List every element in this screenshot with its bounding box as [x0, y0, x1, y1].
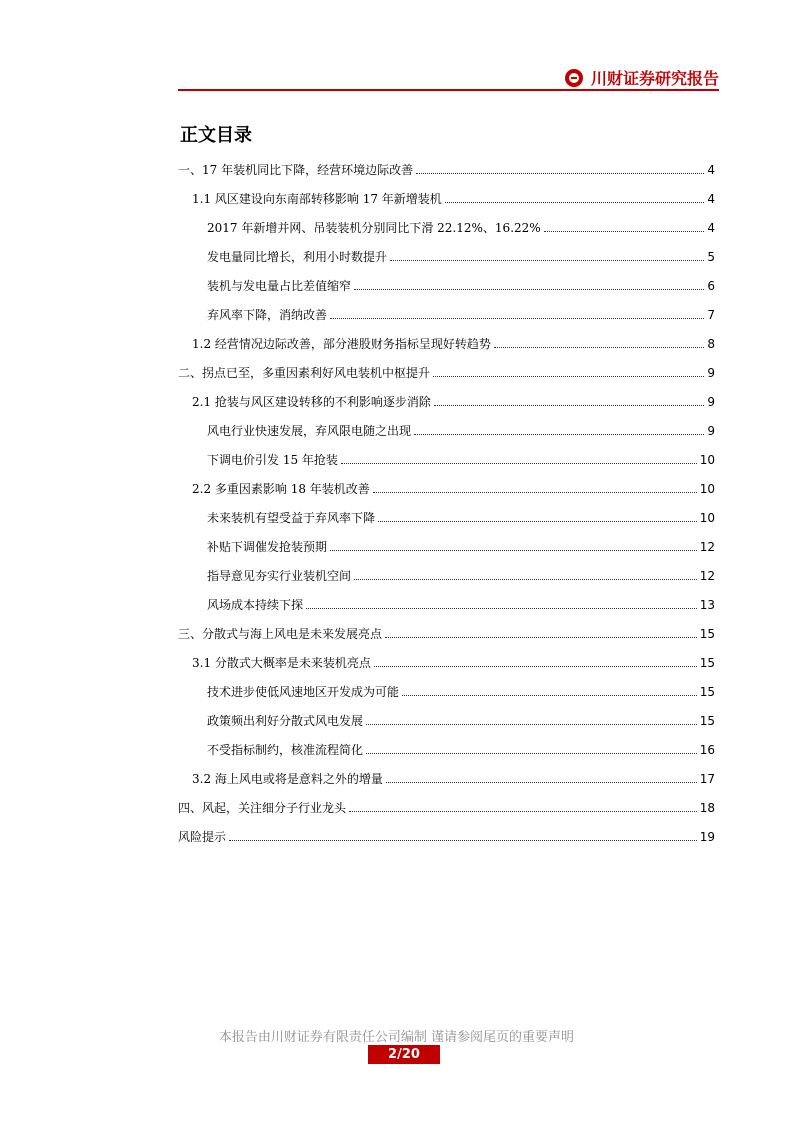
- toc-entry[interactable]: [207, 418, 715, 438]
- toc-entry[interactable]: [207, 215, 715, 235]
- toc-entry-page: 4: [707, 163, 715, 177]
- toc-dot-leader: [354, 288, 704, 290]
- toc-entry-page: 7: [707, 308, 715, 322]
- page-number-badge: 2/20: [368, 1045, 440, 1064]
- toc-entry[interactable]: [207, 679, 715, 699]
- toc-entry-page: 15: [699, 627, 715, 641]
- toc-entry-label: 技术进步使低风速地区开发成为可能: [207, 685, 400, 699]
- toc-entry-label: 3.2 海上风电或将是意料之外的增量: [192, 772, 383, 786]
- toc-entry[interactable]: [207, 302, 715, 322]
- toc-entry-label: 风险提示: [178, 830, 227, 844]
- toc-dot-leader: [373, 491, 697, 493]
- toc-entry-page: 17: [699, 772, 715, 786]
- toc-entry-page: 5: [707, 250, 715, 264]
- toc-entry[interactable]: [207, 708, 715, 728]
- toc-dot-leader: [414, 433, 704, 435]
- toc-entry-page: 15: [699, 714, 715, 728]
- brand: [565, 66, 719, 89]
- toc-entry-label: 风场成本持续下探: [207, 598, 304, 612]
- toc-dot-leader: [434, 404, 704, 406]
- toc-entry-label: 2.2 多重因素影响 18 年装机改善: [192, 482, 370, 496]
- toc-dot-leader: [366, 723, 697, 725]
- toc-entry-page: 10: [699, 453, 715, 467]
- toc-entry-page: 9: [707, 366, 715, 380]
- toc-entry[interactable]: [207, 505, 715, 525]
- toc-dot-leader: [354, 578, 697, 580]
- toc-entry-page: 12: [699, 540, 715, 554]
- toc-entry-label: 指导意见夯实行业装机空间: [207, 569, 352, 583]
- toc-entry-page: 15: [699, 656, 715, 670]
- toc-entry-label: 未来装机有望受益于弃风率下降: [207, 511, 376, 525]
- toc-entry-label: 1.1 风区建设向东南部转移影响 17 年新增装机: [192, 192, 442, 206]
- toc-entry-page: 9: [707, 424, 715, 438]
- toc-title: 正文目录: [180, 125, 252, 146]
- toc-entry[interactable]: [207, 273, 715, 293]
- toc-dot-leader: [229, 839, 697, 841]
- toc-entry-page: 10: [699, 482, 715, 496]
- toc-dot-leader: [494, 346, 704, 348]
- toc-dot-leader: [374, 665, 697, 667]
- page-header: [178, 62, 719, 90]
- toc-dot-leader: [433, 375, 704, 377]
- toc-entry-page: 19: [699, 830, 715, 844]
- toc-entry-label: 四、风起，关注细分子行业龙头: [178, 801, 347, 815]
- toc-dot-leader: [390, 259, 704, 261]
- toc-entry-label: 装机与发电量占比差值缩窄: [207, 279, 352, 293]
- toc-entry-page: 12: [699, 569, 715, 583]
- toc-entry-label: 1.2 经营情况边际改善，部分港股财务指标呈现好转趋势: [192, 337, 491, 351]
- toc-entry-label: 风电行业快速发展，弃风限电随之出现: [207, 424, 412, 438]
- toc-entry-label: 下调电价引发 15 年抢装: [207, 453, 338, 467]
- toc-entry[interactable]: [192, 476, 715, 496]
- toc-dot-leader: [544, 230, 705, 232]
- toc-entry-page: 4: [707, 192, 715, 206]
- toc-dot-leader: [416, 172, 704, 174]
- toc-dot-leader: [341, 462, 697, 464]
- toc-entry-label: 一、17 年装机同比下降，经营环境边际改善: [178, 163, 414, 177]
- toc-dot-leader: [386, 781, 697, 783]
- toc-entry[interactable]: [207, 563, 715, 583]
- toc-entry-page: 16: [699, 743, 715, 757]
- toc-dot-leader: [378, 520, 697, 522]
- toc-entry[interactable]: [207, 592, 715, 612]
- toc-entry[interactable]: [192, 766, 715, 786]
- brand-name: 川财证券研究报告: [590, 69, 719, 88]
- toc-entry-page: 4: [707, 221, 715, 235]
- toc-entry-label: 2017 年新增并网、吊装装机分别同比下滑 22.12%、16.22%: [207, 221, 541, 235]
- toc-entry-page: 15: [699, 685, 715, 699]
- toc-entry[interactable]: [207, 534, 715, 554]
- chuancai-logo-icon: [565, 69, 583, 87]
- toc-entry-page: 13: [699, 598, 715, 612]
- toc-entry[interactable]: [178, 621, 715, 641]
- header-divider: [178, 89, 719, 91]
- toc-dot-leader: [445, 201, 705, 203]
- toc-dot-leader: [330, 317, 704, 319]
- toc-entry-label: 发电量同比增长，利用小时数提升: [207, 250, 388, 264]
- toc-entry[interactable]: [192, 331, 715, 351]
- toc-entry[interactable]: [192, 186, 715, 206]
- toc-entry[interactable]: [178, 360, 715, 380]
- toc-dot-leader: [306, 607, 697, 609]
- toc-entry-label: 2.1 抢装与风区建设转移的不利影响逐步消除: [192, 395, 431, 409]
- toc-entry[interactable]: [207, 244, 715, 264]
- toc-dot-leader: [349, 810, 697, 812]
- toc-dot-leader: [402, 694, 697, 696]
- toc-entry-label: 弃风率下降，消纳改善: [207, 308, 328, 322]
- toc-entry-page: 8: [707, 337, 715, 351]
- toc-entry-label: 3.1 分散式大概率是未来装机亮点: [192, 656, 371, 670]
- toc-entry[interactable]: [207, 447, 715, 467]
- toc-entry-page: 10: [699, 511, 715, 525]
- toc-entry-label: 三、分散式与海上风电是未来发展亮点: [178, 627, 383, 641]
- toc-entry-label: 政策频出利好分散式风电发展: [207, 714, 364, 728]
- toc-entry[interactable]: [207, 737, 715, 757]
- toc-entry-page: 6: [707, 279, 715, 293]
- toc-entry-label: 补贴下调催发抢装预期: [207, 540, 328, 554]
- toc-entry-page: 18: [699, 801, 715, 815]
- toc-entry-label: 不受指标制约，核准流程简化: [207, 743, 364, 757]
- toc-entry[interactable]: [192, 650, 715, 670]
- toc-dot-leader: [385, 636, 697, 638]
- footer-disclaimer: 本报告由川财证券有限责任公司编制 谨请参阅尾页的重要声明: [218, 1030, 575, 1045]
- toc-entry[interactable]: [178, 824, 715, 844]
- toc-dot-leader: [366, 752, 697, 754]
- toc-entry-page: 9: [707, 395, 715, 409]
- toc-dot-leader: [330, 549, 697, 551]
- toc-entry[interactable]: [178, 795, 715, 815]
- toc-entry[interactable]: [192, 389, 715, 409]
- toc-entry-label: 二、拐点已至，多重因素利好风电装机中枢提升: [178, 366, 431, 380]
- toc-entry[interactable]: [178, 157, 715, 177]
